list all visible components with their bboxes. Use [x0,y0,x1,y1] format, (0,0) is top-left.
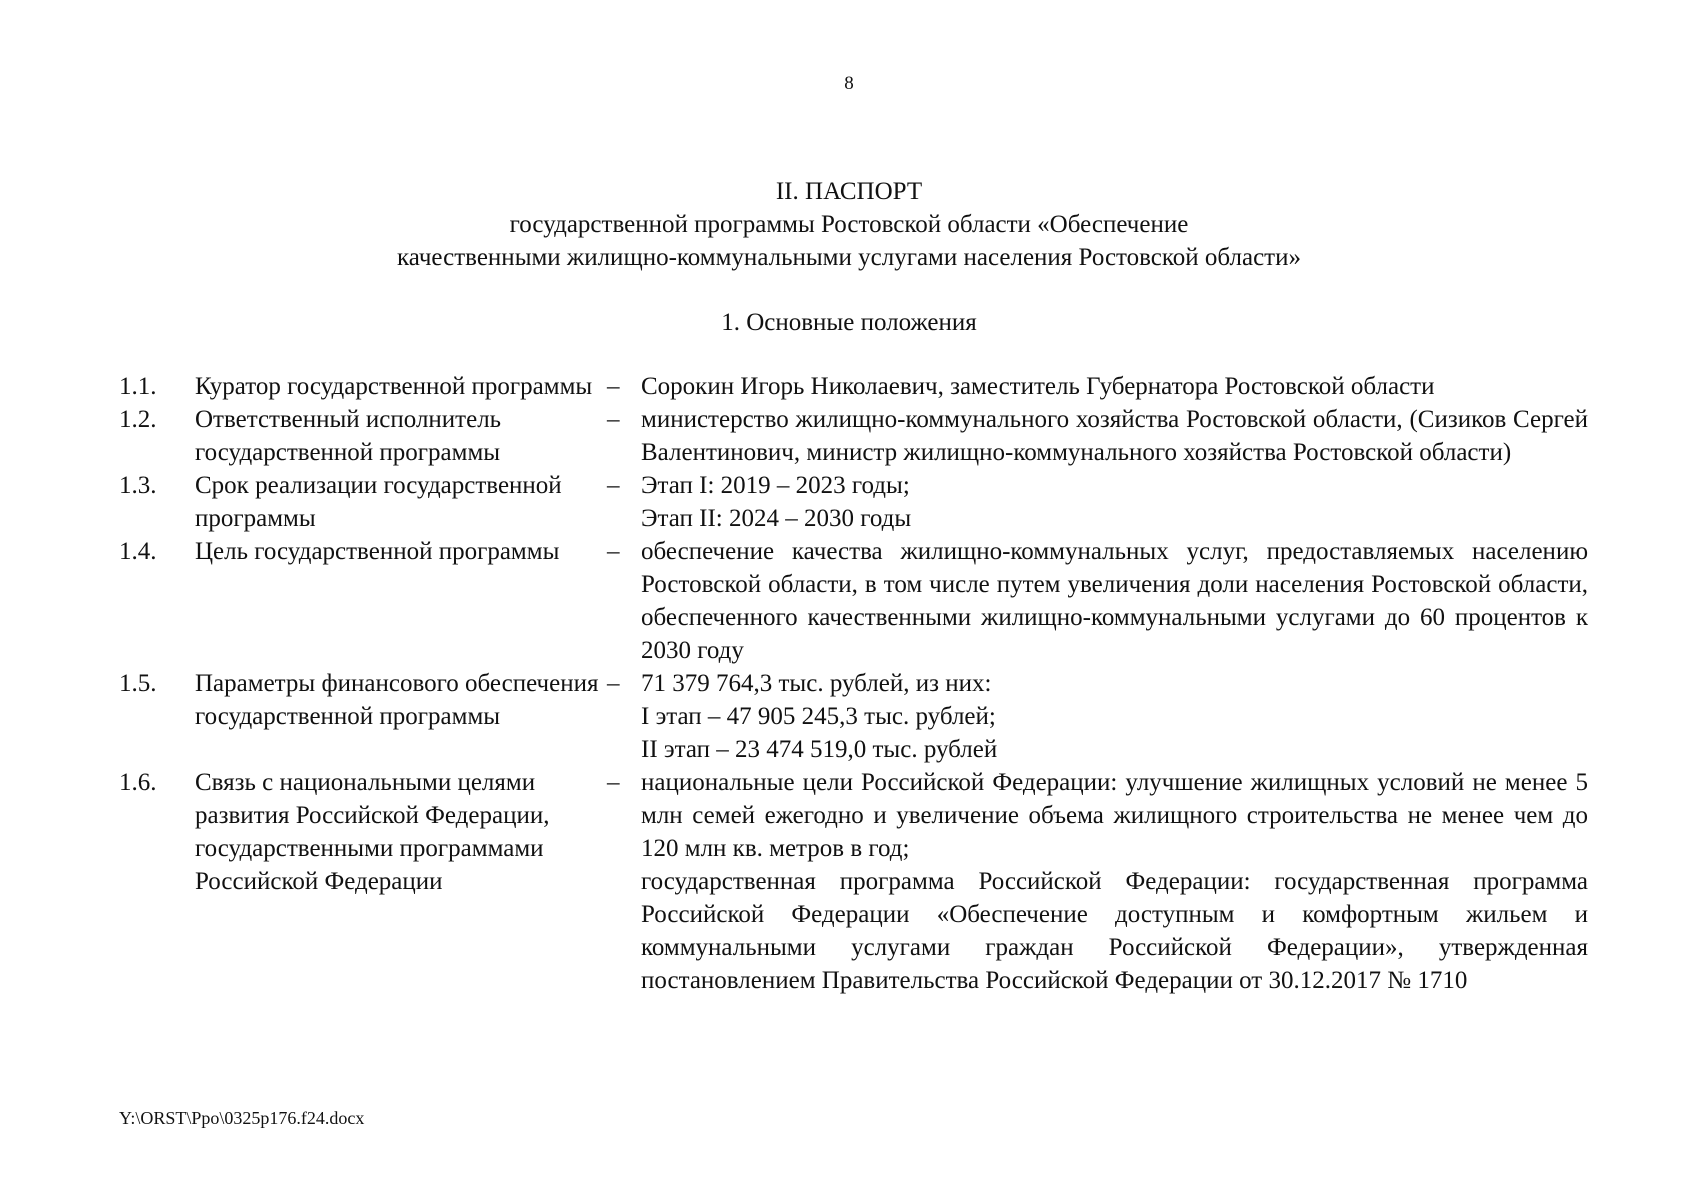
row-value-line: Этап I: 2019 – 2023 годы; [641,472,910,499]
passport-row [119,469,1588,535]
row-label: Ответственный исполнитель государственной программы [195,406,502,466]
row-value [641,469,1588,535]
row-label: Параметры финансового обеспечения государственной программы [195,670,599,730]
row-label: Связь с национальными целями развития Российской Федерации, государственными программами Российской Федерации [195,769,550,895]
row-dash: – [607,769,620,796]
row-label: Куратор государственной программы [195,373,593,400]
passport-row [119,535,1588,667]
passport-table-body [119,370,1588,997]
passport-row [119,403,1588,469]
row-number: 1.3. [119,472,157,499]
row-value [641,403,1588,469]
row-label: Цель государственной программы [195,538,560,565]
section-title: 1. Основные положения [721,309,977,336]
row-value-line: I этап – 47 905 245,3 тыс. рублей; [641,703,996,730]
row-value [641,667,1588,766]
row-number: 1.6. [119,769,157,796]
row-dash: – [607,406,620,433]
passport-table [119,370,1588,997]
row-dash: – [607,373,620,400]
row-value [641,370,1588,403]
program-name-line-2: качественными жилищно-коммунальными услугами населения Ростовской области» [397,244,1301,271]
row-value-line: Этап II: 2024 – 2030 годы [641,505,912,532]
row-label: Срок реализации государственной программы [195,472,562,532]
row-value-line: Сорокин Игорь Николаевич, заместитель Губернатора Ростовской области [641,373,1435,400]
row-number: 1.2. [119,406,157,433]
row-dash: – [607,472,620,499]
row-value [641,766,1588,997]
row-dash: – [607,670,620,697]
passport-row [119,766,1588,997]
row-value-line: II этап – 23 474 519,0 тыс. рублей [641,736,998,763]
row-value-line: государственная программа Российской Федерации: государственная программа Российской Федерации «Обеспечение доступным и комфортным жильем и коммунальными услугами граждан Российской Федерации», утвержденная постановлением Правительства Российской Федерации от 30.12.2017 № 1710 [641,868,1588,994]
row-number: 1.4. [119,538,157,565]
row-value [641,535,1588,667]
row-value-line: министерство жилищно-коммунального хозяйства Ростовской области, (Сизиков Сергей Валентинович, министр жилищно-коммунального хозяйства Ростовской области) [641,406,1588,466]
file-path-footer: Y:\ORST\Ppo\0325p176.f24.docx [119,1108,365,1128]
row-number: 1.5. [119,670,157,697]
row-value-line: обеспечение качества жилищно-коммунальных услуг, предоставляемых населению Ростовской области, в том числе путем увеличения доли населения Ростовской области, обеспеченного качественными жилищно-коммунальными услугами до 60 процентов к 2030 году [641,538,1588,664]
row-number: 1.1. [119,373,157,400]
page-number: 8 [844,73,854,94]
passport-row [119,370,1588,403]
row-dash: – [607,538,620,565]
row-value-line: национальные цели Российской Федерации: улучшение жилищных условий не менее 5 млн семей ежегодно и увеличение объема жилищного строительства не менее чем до 120 млн кв. метров в год; [641,769,1588,862]
row-value-line: 71 379 764,3 тыс. рублей, из них: [641,670,992,697]
program-name-line-1: государственной программы Ростовской области «Обеспечение [509,211,1189,238]
passport-row [119,667,1588,766]
passport-title: II. ПАСПОРТ [775,178,923,205]
